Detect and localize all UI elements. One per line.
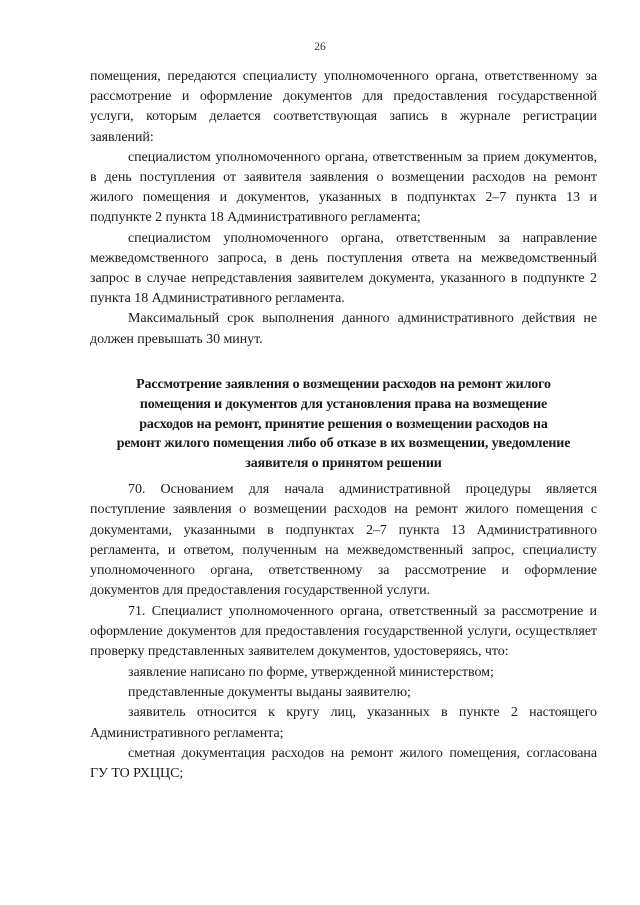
heading-line: ремонт жилого помещения либо об отказе в их возмещении, уведомление (116, 436, 571, 452)
section-heading (90, 375, 597, 474)
paragraph-interagency-specialist: специалистом уполномоченного органа, ответственным за направление межведомственного запроса, в день поступления ответа на межведомственный запрос в случае непредставления заявителем документа, указанного в подпункте 2 пункта 18 Административного регламента. (90, 230, 597, 307)
section-bottom (90, 480, 597, 784)
paragraph-70: 70. Основанием для начала административной процедуры является поступление заявления о возмещении расходов на ремонт жилого помещения с документами, указанными в подпунктах 2–7 пункта 13 Административного регламента, и ответом, полученным на межведомственный запрос, специалисту уполномоченного органа, ответственному за рассмотрение и оформление документов для предоставления государственной услуги. (90, 482, 597, 599)
heading-line: заявителя о принятом решении (245, 456, 442, 472)
heading-line: Рассмотрение заявления о возмещении расходов на ремонт жилого (136, 377, 551, 392)
heading-line: помещения и документов для установления права на возмещение (139, 396, 548, 412)
list-item-estimate-approval: сметная документация расходов на ремонт жилого помещения, согласована ГУ ТО РХЦЦС; (90, 745, 597, 782)
paragraph-max-duration: Максимальный срок выполнения данного административного действия не должен превышать 30 минут. (90, 311, 597, 347)
list-item-form: заявление написано по форме, утвержденной министерством; (128, 664, 494, 680)
page-number: 26 (314, 41, 326, 53)
list-item-eligible-persons: заявитель относится к кругу лиц, указанных в пункте 2 настоящего Административного регламента; (90, 705, 597, 741)
heading-line: расходов на ремонт, принятие решения о возмещении расходов на (139, 416, 548, 432)
paragraph-71: 71. Специалист уполномоченного органа, ответственный за рассмотрение и оформление документов для предоставления государственной услуги, осуществляет проверку представленных заявителем документов, удостоверяясь, что: (90, 603, 597, 660)
paragraph-continuation: помещения, передаются специалисту уполномоченного органа, ответственному за рассмотрение и оформление документов для предоставления государственной услуги, которым делается соответствующая запись в журнале регистрации заявлений: (90, 69, 597, 145)
section-top (90, 67, 597, 350)
list-item-documents: представленные документы выданы заявителю; (128, 684, 411, 700)
paragraph-intake-specialist: специалистом уполномоченного органа, ответственным за прием документов, в день поступления от заявителя заявления о возмещении расходов на ремонт жилого помещения и документов, указанных в подпунктах 2–7 пункта 13 и подпункте 2 пункта 18 Административного регламента; (90, 149, 597, 226)
